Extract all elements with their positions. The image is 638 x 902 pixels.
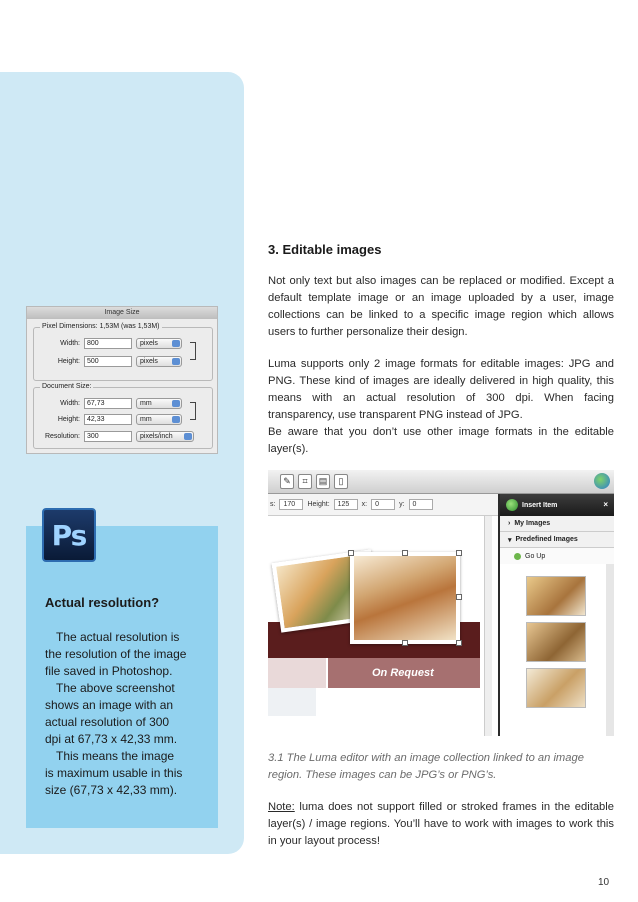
link-icon [190, 342, 196, 360]
pixel-dimensions-value: 1,53M (was 1,53M) [99, 323, 160, 330]
predefined-images-row: ▾ Predefined Images [500, 532, 614, 548]
close-icon: × [603, 500, 608, 509]
callout-body [45, 629, 217, 799]
doc-height-row [34, 414, 182, 425]
resolution-row [34, 431, 194, 442]
note-label: Note: [268, 801, 295, 813]
pixel-height-unit-select: pixels [136, 356, 182, 367]
document-icon: ▯ [334, 474, 348, 489]
chevron-right-icon: › [508, 520, 511, 527]
canvas-pink-band [268, 658, 326, 688]
paragraph-intro: Not only text but also images can be replaced or modified. Except a default template image or an image uploaded by a user, image collections can be linked to a specific image region which allows users to further personalize their design. [268, 275, 614, 338]
insert-item-header: Insert Item × [500, 494, 614, 516]
callout-line: This means the image [56, 749, 175, 763]
doc-width-input: 67,73 [84, 398, 132, 409]
section-heading: 3. Editable images [268, 242, 382, 257]
y-label: y: [399, 501, 405, 508]
callout-line: The actual resolution is [56, 630, 180, 644]
note-paragraph [268, 799, 614, 850]
luma-editor-screenshot [268, 470, 614, 736]
document-size-group [33, 383, 213, 449]
soup-photo [350, 552, 460, 644]
width-field: 170 [279, 499, 303, 510]
page-icon: ▤ [316, 474, 330, 489]
go-up-icon [514, 553, 521, 560]
dialog-title: Image Size [27, 307, 217, 319]
editor-toolbar [268, 470, 614, 494]
pixel-width-label: Width: [60, 340, 80, 347]
image-collection-list [500, 564, 606, 736]
canvas-light-band [268, 688, 316, 716]
editor-canvas [268, 494, 498, 736]
pixel-width-unit-select: pixels [136, 338, 182, 349]
image-thumbnail [526, 622, 586, 662]
paragraph-formats [268, 356, 614, 458]
callout-line: size (67,73 x 42,33 mm). [45, 783, 178, 797]
pixel-height-row [34, 356, 182, 367]
photoshop-logo-icon [42, 508, 96, 562]
paragraph-warning-text: Be aware that you don’t use other image formats in the editable layer(s). [268, 426, 614, 455]
resize-handle [456, 550, 462, 556]
chevron-down-icon [172, 358, 180, 365]
resize-handle [348, 550, 354, 556]
pixel-width-row [34, 338, 182, 349]
doc-width-label: Width: [60, 400, 80, 407]
doc-height-input: 42,33 [84, 414, 132, 425]
chevron-down-icon: ▾ [508, 536, 512, 544]
insert-item-icon [506, 499, 518, 511]
canvas-on-request-text: On Request [372, 667, 434, 679]
crop-icon: ⌗ [298, 474, 312, 489]
callout-line: dpi at 67,73 x 42,33 mm. [45, 732, 178, 746]
resolution-unit-select: pixels/inch [136, 431, 194, 442]
height-label: Height: [307, 501, 330, 508]
pixel-dimensions-group [33, 323, 213, 381]
image-size-dialog-screenshot [26, 306, 218, 454]
callout-line: actual resolution of 300 [45, 715, 170, 729]
height-field: 125 [334, 499, 358, 510]
callout-line: The above screenshot [56, 681, 175, 695]
pixel-width-input: 800 [84, 338, 132, 349]
doc-height-label: Height: [57, 416, 80, 423]
y-field: 0 [409, 499, 433, 510]
canvas-scrollbar [484, 516, 492, 736]
chevron-down-icon [172, 400, 180, 407]
doc-height-unit-select: mm [136, 414, 182, 425]
x-field: 0 [371, 499, 395, 510]
resize-handle [402, 640, 408, 646]
link-icon [190, 402, 196, 420]
callout-line: shows an image with an [45, 698, 174, 712]
x-label: x: [361, 501, 368, 508]
panel-scrollbar [606, 564, 614, 736]
chevron-down-icon [172, 340, 180, 347]
chevron-down-icon [172, 416, 180, 423]
page-number: 10 [598, 877, 610, 888]
my-images-row: › My Images [500, 516, 614, 532]
photoshop-logo-text: Ps [51, 518, 87, 552]
insert-item-panel [500, 494, 614, 736]
note-text: luma does not support filled or stroked frames in the editable layer(s) / image regions. You’ll have to work with images to work this in your layout process! [268, 801, 614, 847]
pixel-height-label: Height: [57, 358, 80, 365]
tool-icon: ✎ [280, 474, 294, 489]
resize-handle [402, 550, 408, 556]
pixel-height-input: 500 [84, 356, 132, 367]
figure-caption: 3.1 The Luma editor with an image collection linked to an image region. These images can be JPG’s or PNG’s. [268, 752, 584, 781]
globe-icon [594, 473, 610, 489]
paragraph-formats-text: Luma supports only 2 image formats for editable images: JPG and PNG. These kind of images are ideally delivered in high quality, this means with an actual resolution of 300 dpi. When facing transparency, use transparent PNG instead of JPG. [268, 358, 614, 421]
resolution-label: Resolution: [44, 433, 80, 440]
doc-width-row [34, 398, 182, 409]
chevron-down-icon [184, 433, 192, 440]
editor-fields-bar: s: 170 Height: 125 x: 0 y: 0 [268, 494, 498, 516]
callout-line: is maximum usable in this [45, 766, 183, 780]
image-thumbnail [526, 576, 586, 616]
resize-handle [456, 640, 462, 646]
go-up-row: Go Up [500, 548, 614, 564]
resolution-callout [26, 526, 218, 828]
callout-line: file saved in Photoshop. [45, 664, 173, 678]
callout-line: the resolution of the image [45, 647, 187, 661]
callout-title: Actual resolution? [45, 595, 160, 610]
pixel-dimensions-label: Pixel Dimensions: [42, 323, 98, 330]
image-thumbnail [526, 668, 586, 708]
document-size-label: Document Size: [42, 383, 92, 390]
resolution-input: 300 [84, 431, 132, 442]
resize-handle [456, 594, 462, 600]
doc-width-unit-select: mm [136, 398, 182, 409]
